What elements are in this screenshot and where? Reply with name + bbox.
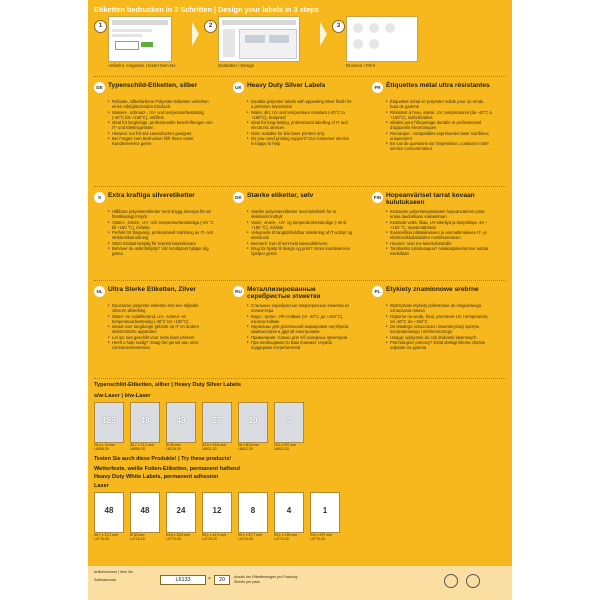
bullet: ▸ Étiquettes métal en polyester solide pour un rendu haut de gamme: [386, 99, 492, 109]
green-dot-icon: [466, 574, 480, 588]
step-screenshot-design: [218, 16, 300, 62]
lang-code-badge: PL: [372, 286, 383, 297]
bullet: ▸ Let op: niet geschikt voor zw/w laser printers: [108, 335, 214, 340]
recycle-icon: [444, 574, 458, 588]
step-caption: Gestalten / Design: [218, 63, 255, 68]
lang-block-fin: [372, 192, 492, 293]
label-count: 8: [250, 506, 256, 515]
product-thumb-silver: [238, 402, 268, 443]
bullet: ▸ Bemærk: Kun til sort-hvid laserudskrivere: [247, 241, 353, 246]
bullet: ▸ Hållbara polyesteretiketter med snygg silveryta för ett förstklassigt intryck: [108, 209, 214, 219]
bullet: ▸ Robuste, silberfarbene Polyester-Etiketten verleihen einen edelglänzenden Eindruck: [108, 99, 214, 109]
product-thumb-silver: [202, 402, 232, 443]
step-caption: Drucken / Print: [346, 63, 376, 68]
product-dims: 99,1 x 139 mm: [274, 533, 298, 537]
lang-bullets: [108, 209, 214, 257]
bullet: ▸ Velegnede til langtidsholdbar mærkning af IT-udstyr og elektronik: [247, 230, 353, 240]
bullet: ▸ Odporne na wodę, brud, promienie UV i temperaturę od -40°C do +150°C: [386, 314, 492, 324]
lang-code-badge: S: [94, 192, 105, 203]
bullet: ▸ Ihanteellisia pitkäaikaiseen ja ammattimaiseen IT- ja elektroniikkalaitteiden merkitsemiseen: [386, 230, 492, 240]
bullet: ▸ Huomio: Vain mv-lasertulostimille: [386, 241, 492, 246]
try-products-line: Testen Sie auch diese Produkte! | Try these products!: [94, 456, 232, 462]
label-count: 12: [212, 506, 222, 515]
divider: [94, 378, 506, 379]
product-thumb-silver: [274, 402, 304, 443]
bullet: ▸ Behöver du utskriftshjälp? Vår kundtjänst hjälper dig gärna: [108, 246, 214, 256]
bullet: ▸ Vand-, snavs-, UV- og temperaturbestandige (-40 til +150 °C), rivfaste: [247, 220, 353, 230]
lang-block-de: [94, 82, 214, 183]
product-caption: [166, 533, 200, 541]
lang-block-uk: [233, 82, 353, 183]
bullet: ▸ Duurzame polyester etiketten met een stijlvolle zilveren afwerking: [108, 303, 214, 313]
sheets-box: 20: [214, 575, 230, 585]
lang-title: Étiquettes métal ultra résistantes: [386, 82, 490, 89]
bullet: ▸ Vatten-, smuts-, UV- och temperaturbeständiga (-40 °C till +150 °C), rivfasta: [108, 220, 214, 230]
product-caption: [94, 533, 128, 541]
steps-title: Etiketten bedrucken in 3 Schritten | Design your labels in 3 steps: [94, 5, 319, 14]
lang-block-pl: [372, 286, 492, 387]
lang-bullets: [386, 99, 492, 152]
step-printed-sheet: [346, 16, 418, 62]
step-number: 1: [94, 20, 107, 33]
product-dims: 210 x 297 mm: [274, 443, 297, 447]
label-count: 189: [102, 416, 116, 425]
white-products-subtitle: Laser: [94, 483, 109, 489]
product-caption: [274, 533, 308, 541]
software-label: Softwarecode: [94, 578, 116, 582]
product-thumb-white: [310, 492, 340, 533]
product-back-page: [88, 0, 512, 600]
bullet: ▸ Note: suitable for b/w laser printers only: [247, 131, 353, 136]
lang-code-badge: DE: [94, 82, 105, 93]
bullet: ▸ Стильные серебристые сверхпрочные этикетки из полиэстера: [247, 303, 353, 313]
bullet: ▸ Tarvitsetko tulostusapua? Asiakaspalvelumme auttaa mielellään: [386, 246, 492, 256]
label-count: 48: [140, 416, 150, 425]
label-count: 48: [176, 416, 186, 425]
divider: [94, 76, 506, 77]
product-thumb-silver: [166, 402, 196, 443]
lang-block-nl: [94, 286, 214, 387]
product-dims: 63,5 x 33,9 mm: [166, 533, 191, 537]
divider: [94, 280, 506, 281]
bullet: ▸ Wasser-, schmutz-, UV- und temperaturbeständig (-40°C bis +150°C), reißfest: [108, 110, 214, 120]
bullet: ▸ OBS! Endast lämplig för svartvit laserskrivare: [108, 241, 214, 246]
product-code: L6013-20: [274, 447, 289, 452]
product-thumb-white: [238, 492, 268, 533]
bullet: ▸ Remarque : compatibles imprimantes laser noir/blanc uniquement: [386, 131, 492, 141]
label-count: 1: [286, 416, 292, 425]
item-number-box: L6133: [160, 575, 206, 585]
product-dims: 210 x 297 mm: [310, 533, 333, 537]
white-products-title-de: Wetterfeste, weiße Folien-Etiketten, permanent haftend: [94, 466, 240, 472]
lang-bullets: [108, 303, 214, 351]
bullet: ▸ Ideal for long-lasting, professional labelling of IT and electronic devices: [247, 120, 353, 130]
lang-code-badge: DK: [233, 192, 244, 203]
label-count: 24: [176, 506, 186, 515]
lang-bullets: [386, 303, 492, 351]
product-caption: [310, 533, 344, 541]
product-caption: [166, 443, 200, 451]
product-thumb-white: [166, 492, 196, 533]
bullet: ▸ Perfekt för långvarig, professionell märkning av IT- och elektronikutrustning: [108, 230, 214, 240]
article-label: Artikelnummer | Item No.: [94, 570, 134, 574]
product-thumb-white: [94, 492, 124, 533]
lang-title: Hopeanväriset tarrat kovaan kulutukseen: [386, 192, 475, 207]
bullet: ▸ Идеальны для длительной маркировки ноутбуков, компьютеров и другой электроники: [247, 324, 353, 334]
product-dims: 99,1 x 42,3 mm: [202, 533, 227, 537]
bullet: ▸ Water, dirt, UV and temperature resistant (-40°C to +150°C), tearproof: [247, 110, 353, 120]
bullet: ▸ Hinweis: nur für s/w Laserdrucker geeignet: [108, 131, 214, 136]
bullet: ▸ Water- en vuilafstotend, UV-, scheur- en temperatuurbestendig (-40°C tot +150°C): [108, 314, 214, 324]
bullet: ▸ Potrzebujesz pomocy? Dział obsługi klienta chętnie odpowie na pytania: [386, 340, 492, 350]
lang-bullets: [386, 209, 492, 257]
bullet: ▸ Stærke polyesteretiketter med sølvfinish for et eksklusivt indtryk: [247, 209, 353, 219]
bullet: ▸ Brug for hjælp til design og print? Vores kundeservice hjælper gerne: [247, 246, 353, 256]
bullet: ▸ Résistent à l'eau, saleté, UV, températures (de -40°C à +150°C), indéchirables: [386, 110, 492, 120]
product-code: L6008-20: [94, 447, 109, 452]
step-caption: Artikelnr. eingeben | Insert Item No.: [108, 63, 177, 68]
times-sign: ×: [208, 576, 211, 582]
lang-title: Ultra Sterke Etiketten, Zilver: [108, 286, 196, 293]
label-count: 48: [104, 506, 114, 515]
sheets-label: Anzahl der Etikettenbogen pro Packung: [234, 575, 298, 579]
silver-products-title: Typenschild-Etiketten, silber | Heavy Duty Silver Labels: [94, 382, 241, 388]
white-products-title-en: Heavy Duty White Labels, permanent adhesion: [94, 474, 219, 480]
product-dims: 45,7 x 21,2 mm: [94, 533, 119, 537]
product-code: L4774-20: [274, 537, 289, 542]
lang-code-badge: UK: [233, 82, 244, 93]
product-dims: Ø 30 mm: [130, 533, 145, 537]
product-caption: [130, 443, 164, 451]
label-count: 48: [140, 506, 150, 515]
product-code: L6011-20: [202, 447, 217, 452]
product-caption: [238, 443, 272, 451]
label-count: 27: [212, 416, 222, 425]
product-code: L4775-20: [310, 537, 325, 542]
bullet: ▸ En cas de questions sur l'impression, contactez notre service consommateur: [386, 141, 492, 151]
bullet: ▸ Kestävät vettä, likaa, UV-säteilyä ja lämpötiloja -40 – +150 °C, repeämättömät: [386, 220, 492, 230]
step-number: 3: [332, 20, 345, 33]
product-caption: [274, 443, 308, 451]
lang-block-se: [94, 192, 214, 293]
product-dims: 96 x 50,8 mm: [238, 443, 260, 447]
product-dims: 99,1 x 67,7 mm: [238, 533, 263, 537]
lang-title: Heavy Duty Silver Labels: [247, 82, 326, 89]
bullet: ▸ Ideaal voor langdurige gebruik op IT en andere elektronische apparaten: [108, 324, 214, 334]
bullet: ▸ Ideal für langlebige, professionelle Beschriftungen von IT- und Elektrogeräten: [108, 120, 214, 130]
product-dims: 45,7 x 21,2 mm: [130, 443, 155, 447]
bullet: ▸ Wytrzymałe etykiety poliestrowe do eleganckiego oznaczania mienia: [386, 303, 492, 313]
product-thumb-silver: [130, 402, 160, 443]
lang-code-badge: FIN: [372, 192, 383, 203]
bullet: ▸ Примечание: только для ч/б лазерных принтеров: [247, 335, 353, 340]
product-code: L4776-20: [202, 537, 217, 542]
lang-code-badge: FR: [372, 82, 383, 93]
product-thumb-silver: [94, 402, 124, 443]
bullet: ▸ Do trwałego oznaczania i inwentaryzacji sprzętu komputerowego i elektronicznego: [386, 324, 492, 334]
product-dims: 25,4 x 10 mm: [94, 443, 116, 447]
bullet: ▸ Bei Fragen zum Bedrucken hilft Ihnen unser Kundenservice gerne: [108, 136, 214, 146]
label-count: 1: [322, 506, 328, 515]
lang-bullets: [247, 209, 353, 257]
step-2: [204, 16, 324, 72]
product-thumb-white: [274, 492, 304, 533]
step-arrow-icon: [320, 22, 327, 46]
lang-block-dk: [233, 192, 353, 293]
product-dims: Ø 30 mm: [166, 443, 181, 447]
product-code: L4715-20: [238, 537, 253, 542]
bullet: ▸ Водо-, грязе-, УФ-стойкие (от -40°C до +150°C), износостойкие: [247, 314, 353, 324]
product-caption: [94, 443, 128, 451]
step-3: [332, 16, 452, 72]
lang-bullets: [108, 99, 214, 147]
lang-title: Extra kraftiga silveretiketter: [108, 192, 195, 199]
step-arrow-icon: [192, 22, 199, 46]
product-thumb-white: [130, 492, 160, 533]
product-code: L6009-20: [130, 447, 145, 452]
product-code: L4773-20: [166, 537, 181, 542]
lang-title: Etykiety znamionowe srebrne: [386, 286, 479, 293]
lang-title: Металлизированные серебристые этикетки: [247, 286, 321, 301]
lang-title: Stærke etiketter, sølv: [247, 192, 314, 199]
lang-bullets: [247, 303, 353, 351]
lang-code-badge: RU: [233, 286, 244, 297]
product-dims: 63,5 x 29,6 mm: [202, 443, 227, 447]
silver-products-subtitle: s/w-Laser | b/w-Laser: [94, 393, 151, 399]
label-count: 4: [286, 506, 292, 515]
sheets-label-en: Sheets per pack: [234, 580, 260, 584]
divider: [94, 186, 506, 187]
product-thumb-white: [202, 492, 232, 533]
product-caption: [130, 533, 164, 541]
step-screenshot-insert: [108, 16, 172, 62]
lang-block-ru: [233, 286, 353, 387]
step-number: 2: [204, 20, 217, 33]
bullet: ▸ Kestävien polyesteripintaisten hopeanvärinen pinta antaa laadukkaan vaikutelman: [386, 209, 492, 219]
bullet: ▸ Uwaga: wyłącznie do czb drukarek laserowych: [386, 335, 492, 340]
lang-code-badge: NL: [94, 286, 105, 297]
bullet: ▸ Heeft u hulp nodig? Vraag het gerust aan onze consumentenservice: [108, 340, 214, 350]
bullet: ▸ При необходимости Вам поможет служба поддержки потребителей: [247, 340, 353, 350]
product-code: L6012-20: [238, 447, 253, 452]
bullet: ▸ Idéales pour l'étiquetage durable et professionnel d'appareils électroniques: [386, 120, 492, 130]
product-caption: [202, 533, 236, 541]
product-caption: [238, 533, 272, 541]
bullet: ▸ Do you need printing support? Our consumer service is happy to help: [247, 136, 353, 146]
product-caption: [202, 443, 236, 451]
label-count: 10: [248, 416, 258, 425]
lang-title: Typenschild-Etiketten, silber: [108, 82, 198, 89]
product-code: L6129-20: [166, 447, 181, 452]
product-code: L4778-20: [94, 537, 109, 542]
lang-bullets: [247, 99, 353, 147]
product-code: L4716-20: [130, 537, 145, 542]
bullet: ▸ Durable polyester labels with appealing silver finish for a premium impression: [247, 99, 353, 109]
lang-block-fr: [372, 82, 492, 183]
